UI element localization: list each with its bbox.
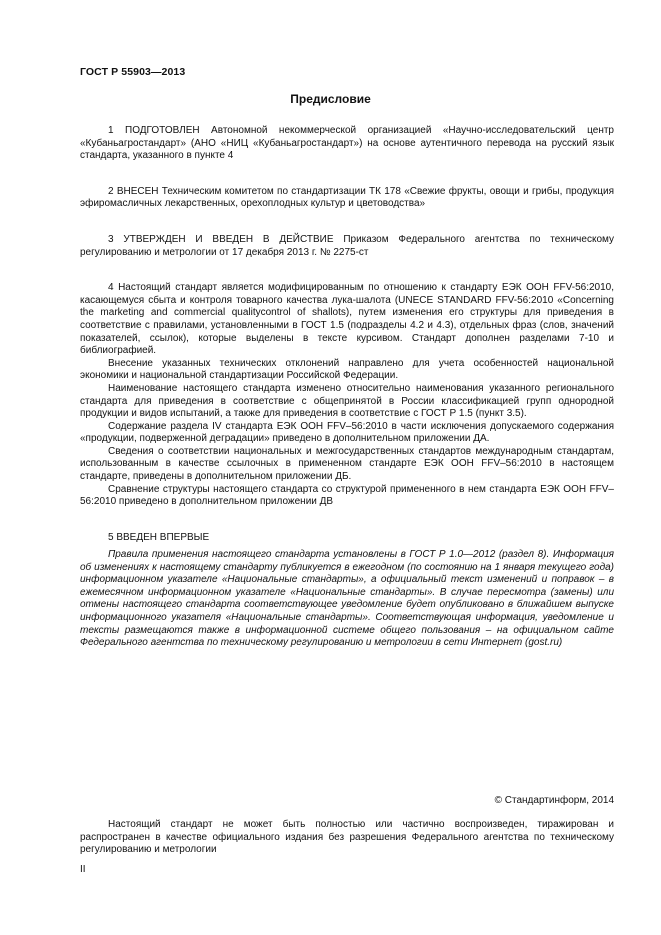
reproduction-notice: Настоящий стандарт не может быть полностью или частично воспроизведен, тиражирован и распространен в качестве официального издания без разрешения Федерального агентства по техническому регулированию и метрологии — [80, 819, 614, 856]
page-number: II — [80, 864, 86, 875]
foreword-body — [80, 125, 614, 544]
item-prepared: 1 ПОДГОТОВЛЕН Автономной некоммерческой организацией «Научно-исследовательский центр «Кубаньагростандарт» (АНО «НИЦ «Кубаньагростандарт») на основе аутентичного перевода на русский язык стандарта, указанного в пункте 4 — [80, 125, 614, 162]
page-title: Предисловие — [290, 92, 371, 106]
item-modified: 4 Настоящий стандарт является модифицированным по отношению к стандарту ЕЭК ООН FFV-56:2010, касающемуся сбыта и контроля товарного качества лука-шалота (UNECE STANDARD FFV-56:2010 «Concerning the marketing and commercial qualitycontrol of shallots), путем изменения его структуры для приведения в соответствие с правилами, установленными в ГОСТ 1.5 (подразделы 4.2 и 4.3), отдельных фраз (слов, значений показателей, ссылок), которые выделены в тексте курсивом. Стандарт дополнен разделами 7-10 и библиографией. — [80, 282, 614, 357]
item-modified-structure: Сравнение структуры настоящего стандарта со структурой примененного в нем стандарта ЕЭК ООН FFV–56:2010 приведено в дополнительном приложении ДВ — [80, 483, 614, 508]
copyright-line: © Стандартинформ, 2014 — [494, 795, 614, 806]
item-modified-references: Сведения о соответствии национальных и межгосударственных стандартов международным стандартам, использованным в качестве ссылочных в примененном стандарте ЕЭК ООН FFV–56:2010 в настоящем стандарте, приведены в дополнительном приложении ДБ. — [80, 445, 614, 483]
item-submitted: 2 ВНЕСЕН Техническим комитетом по стандартизации ТК 178 «Свежие фрукты, овощи и грибы, продукция эфиромасличных лекарственных, орехоплодных культур и цветоводства» — [80, 185, 614, 210]
item-approved: 3 УТВЕРЖДЕН И ВВЕДЕН В ДЕЙСТВИЕ Приказом Федерального агентства по техническому регулированию и метрологии от 17 декабря 2013 г. № 2275-ст — [80, 233, 614, 258]
item-modified-section: Содержание раздела IV стандарта ЕЭК ООН FFV–56:2010 в части исключения допускаемого содержания «продукции, подверженной деградации» приведено в дополнительном приложении ДА. — [80, 420, 614, 445]
item-modified-name: Наименование настоящего стандарта изменено относительно наименования указанного регионального стандарта для приведения в соответствие с общепринятой в России классификацией групп однородной продукции и видов испытаний, а также для приведения в соответствие с ГОСТ Р 1.5 (пункт 3.5). — [80, 382, 614, 420]
item-modified-deviations: Внесение указанных технических отклонений направлено для учета особенностей национальной экономики и национальной стандартизации Российской Федерации. — [80, 357, 614, 382]
application-notice: Правила применения настоящего стандарта установлены в ГОСТ Р 1.0—2012 (раздел 8). Информация об изменениях к настоящему стандарту публикуется в ежегодном (по состоянию на 1 января текущего года) информационном указателе «Национальные стандарты», а официальный текст изменений и поправок – в ежемесячном информационном указателе «Национальные стандарты». В случае пересмотра (замены) или отмены настоящего стандарта соответствующее уведомление будет опубликовано в ближайшем выпуске информационного указателя «Национальные стандарты». Соответствующая информация, уведомление и тексты размещаются также в информационной системе общего пользования – на официальном сайте Федерального агентства по техническому регулированию и метрологии в сети Интернет (gost.ru) — [80, 549, 614, 649]
item-introduced: 5 ВВЕДЕН ВПЕРВЫЕ — [108, 531, 210, 543]
document-header: ГОСТ Р 55903—2013 — [80, 66, 186, 78]
